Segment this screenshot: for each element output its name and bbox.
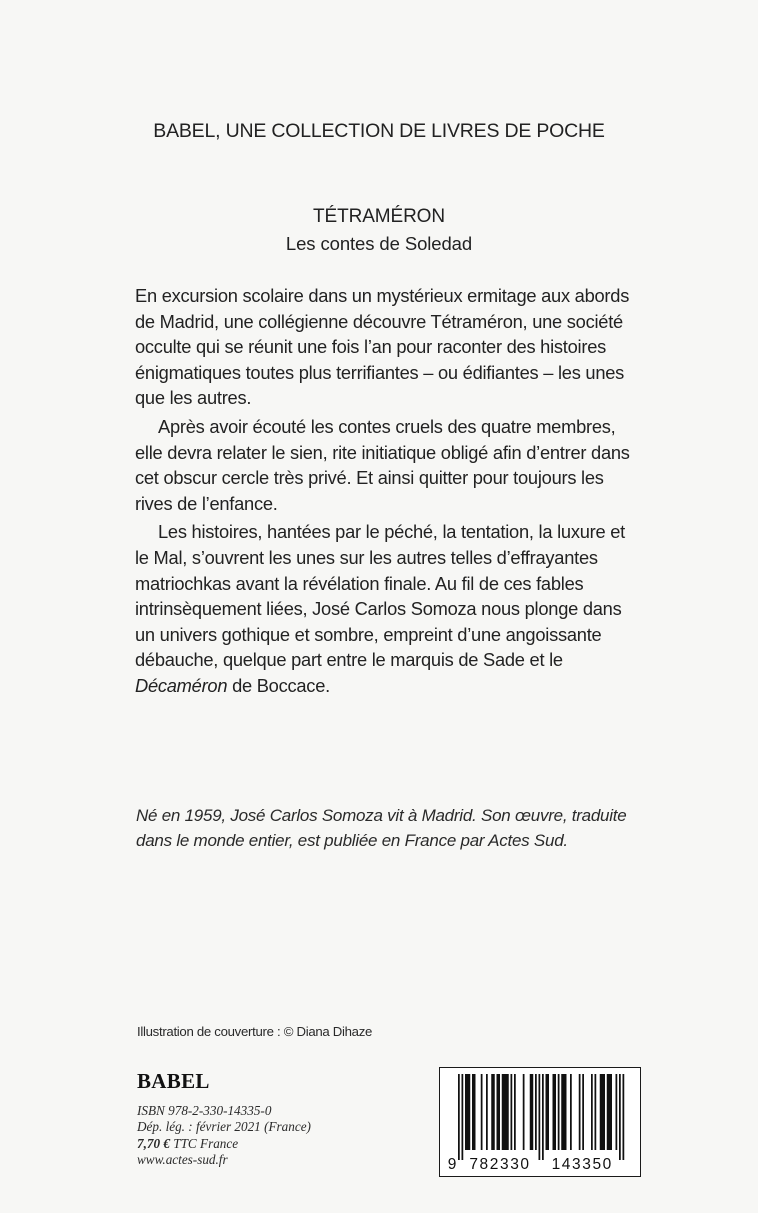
price-value: 7,70 € <box>137 1135 170 1151</box>
barcode-bar <box>579 1074 581 1150</box>
blurb-paragraph-3 <box>135 519 633 698</box>
barcode-bar <box>497 1074 501 1150</box>
blurb <box>135 283 633 699</box>
barcode-bar <box>472 1074 476 1150</box>
barcode-bar <box>607 1074 612 1150</box>
barcode-bar <box>465 1074 470 1150</box>
blurb-p3-start: Les histoires, hantées par le péché, la tentation, la luxure et le Mal, s’ouvrent les unes sur les autres telles d’effrayantes matriochkas avant la révélation finale. Au fil de ces fables intrinsèquement liées, José Carlos Somoza nous plonge dans un univers gothique et sombre, empreint d’une angoissante débauche, quelque part entre le marquis de Sade et le <box>135 521 625 671</box>
author-note: Né en 1959, José Carlos Somoza vit à Madrid. Son œuvre, traduite dans le monde entier, est publiée en France par Actes Sud. <box>136 806 627 850</box>
barcode-bar <box>511 1074 513 1150</box>
barcode-bar <box>491 1074 495 1150</box>
barcode-bar <box>591 1074 593 1150</box>
barcode-bar <box>523 1074 525 1150</box>
isbn: ISBN 978-2-330-14335-0 <box>137 1103 272 1118</box>
blurb-paragraph-2: Après avoir écouté les contes cruels des quatre membres, elle devra relater le sien, rite initiatique obligé afin d’entrer dans cet obscur cercle très privé. Et ainsi quitter pour toujours les rives de l’enfance. <box>135 415 630 514</box>
legal-deposit: Dép. lég. : février 2021 (France) <box>137 1119 311 1135</box>
barcode-bar <box>561 1074 566 1150</box>
blurb-p3-end: de Boccace. <box>227 674 330 696</box>
barcode-bar <box>570 1074 572 1150</box>
website: www.actes-sud.fr <box>137 1152 228 1168</box>
barcode-right-digits: 143350 <box>551 1156 613 1173</box>
series-heading: BABEL, UNE COLLECTION DE LIVRES DE POCHE <box>153 120 605 142</box>
barcode-guard-bar <box>619 1074 621 1160</box>
blurb-paragraph-1: En excursion scolaire dans un mystérieux ermitage aux abords de Madrid, une collégienne découvre Tétraméron, une société occulte qui se réunit une fois l’an pour raconter des histoires énigmatiques toutes plus terrifiantes – ou édifiantes – les unes que les autres. <box>135 285 630 409</box>
barcode-guard-bar <box>462 1074 464 1160</box>
barcode-bar <box>616 1074 618 1150</box>
barcode-bar <box>546 1074 550 1150</box>
book-title: TÉTRAMÉRON <box>312 206 445 227</box>
barcode-bar <box>600 1074 605 1150</box>
barcode-guard-bar <box>458 1074 460 1160</box>
cover-credit: Illustration de couverture : © Diana Dihaze <box>137 1024 373 1039</box>
publisher-logo-text: BABEL <box>137 1069 210 1093</box>
barcode-bar <box>558 1074 560 1150</box>
book-info <box>137 1103 311 1169</box>
barcode-guard-bar <box>623 1074 625 1160</box>
barcode-bar <box>535 1074 537 1150</box>
barcode-bar <box>481 1074 483 1150</box>
barcode-first-digit: 9 <box>447 1156 457 1173</box>
barcode-graphic <box>440 1068 640 1176</box>
price <box>137 1136 311 1152</box>
book-subtitle: Les contes de Soledad <box>285 233 473 254</box>
barcode-bar <box>553 1074 557 1150</box>
barcode-bar <box>514 1074 516 1150</box>
barcode-bar <box>582 1074 584 1150</box>
work-title: Décaméron <box>135 674 228 696</box>
barcode-bar <box>530 1074 534 1150</box>
barcode-guard-bar <box>542 1074 544 1160</box>
barcode-left-digits: 782330 <box>469 1156 531 1173</box>
barcode <box>439 1067 641 1177</box>
title-block <box>0 203 758 257</box>
barcode-bar <box>595 1074 597 1150</box>
price-suffix: TTC France <box>169 1135 239 1151</box>
barcode-guard-bar <box>539 1074 541 1160</box>
barcode-bar <box>486 1074 488 1150</box>
barcode-bar <box>502 1074 509 1150</box>
